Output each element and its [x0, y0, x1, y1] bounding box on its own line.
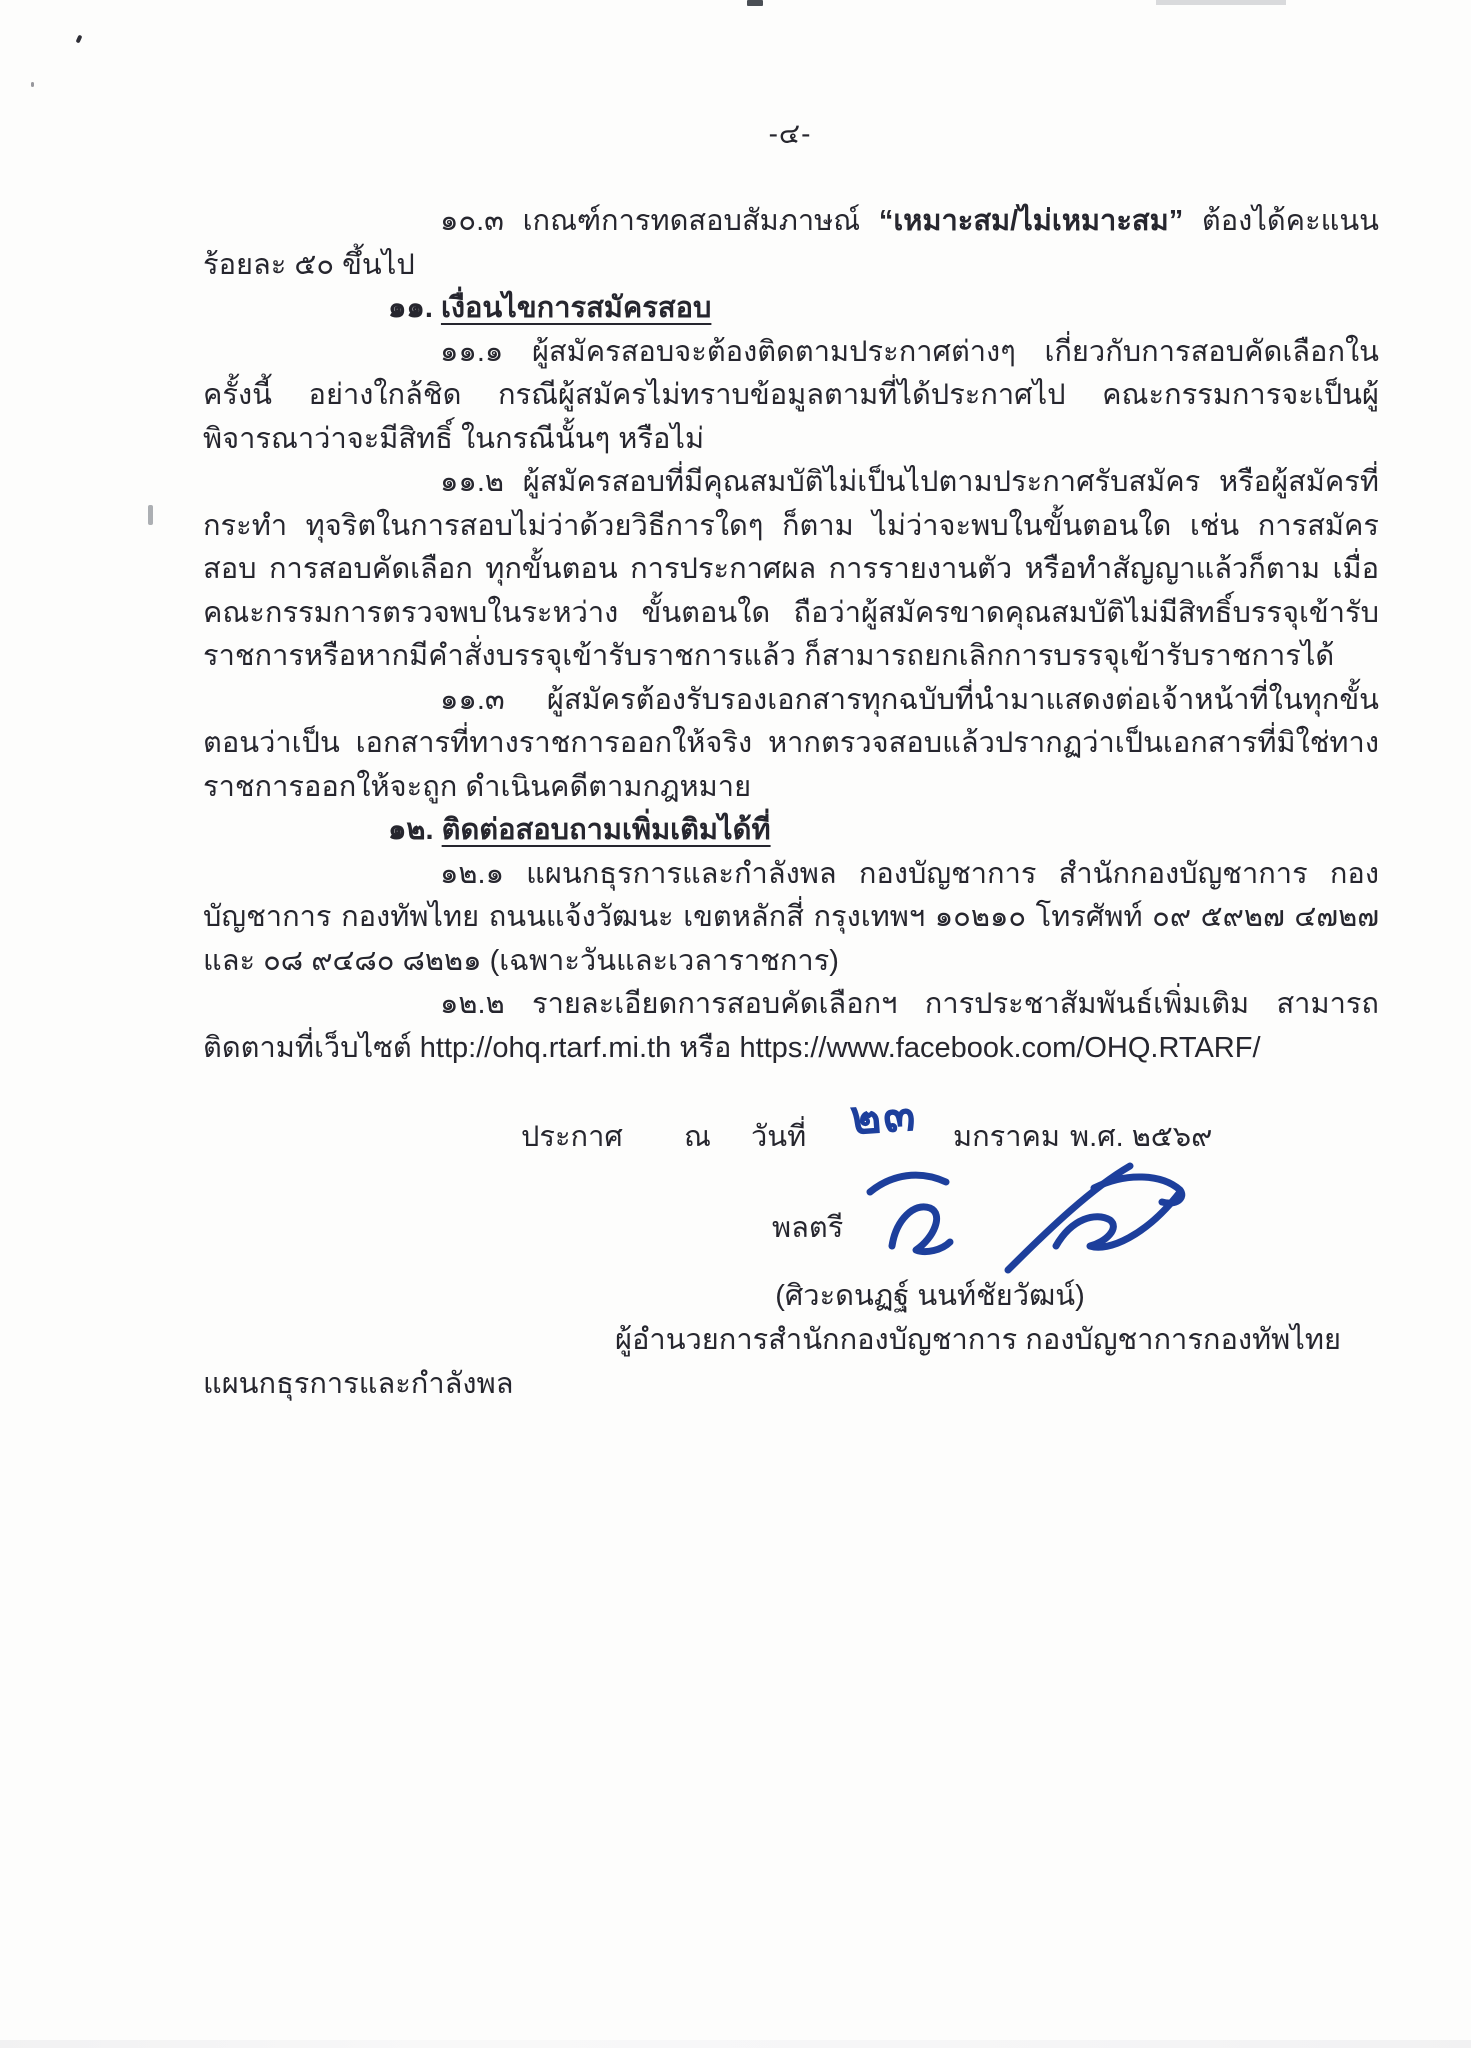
signature-handwriting	[858, 1158, 1188, 1278]
clause-11-3: ๑๑.๓ ผู้สมัครต้องรับรองเอกสารทุกฉบับที่นำมาแสดงต่อเจ้าหน้าที่ในทุกขั้นตอนว่าเป็น เอกสารที่ทางราชการออกให้จริง หากตรวจสอบแล้วปรากฏว่าเป็นเอกสารที่มิใช่ทางราชการออกให้จะถูก ดำเนินคดีตามกฎหมาย	[203, 683, 1379, 803]
clause-11-2: ๑๑.๒ ผู้สมัครสอบที่มีคุณสมบัติไม่เป็นไปตามประกาศรับสมัคร หรือผู้สมัครที่กระทำ ทุจริตในการสอบไม่ว่าด้วยวิธีการใดๆ ก็ตาม ไม่ว่าจะพบในขั้นตอนใด เช่น การสมัครสอบ การสอบคัดเลือก ทุกขั้นตอน การประกาศผล การรายงานตัว หรือทำสัญญาแล้วก็ตาม เมื่อคณะกรรมการตรวจพบในระหว่าง ขั้นตอนใด ถือว่าผู้สมัครขาดคุณสมบัติไม่มีสิทธิ์บรรจุเข้ารับราชการหรือหากมีคำสั่งบรรจุเข้ารับราชการแล้ว ก็สามารถยกเลิกการบรรจุเข้ารับราชการได้	[203, 466, 1379, 672]
signer-title: ผู้อำนวยการสำนักกองบัญชาการ กองบัญชาการกองทัพไทย	[615, 1324, 1341, 1356]
handwritten-day: ๒๓	[848, 1086, 919, 1145]
clause-12-2: ๑๒.๒ รายละเอียดการสอบคัดเลือกฯ การประชาสัมพันธ์เพิ่มเติม สามารถติดตามที่เว็บไซต์ http://ohq.rtarf.mi.th หรือ https://www.facebook.com/OHQ.RTARF/	[203, 988, 1379, 1064]
section-11-title: เงื่อนไขการสมัครสอบ	[440, 292, 712, 324]
scan-artifact-speck	[76, 35, 83, 44]
department-label: แผนกธุรการและกำลังพล	[203, 1368, 514, 1400]
clause-10-3-text: ๑๐.๓ เกณฑ์การทดสอบสัมภาษณ์	[440, 205, 879, 237]
clause-12-1: ๑๒.๑ แผนกธุรการและกำลังพล กองบัญชาการ สำนักกองบัญชาการ กองบัญชาการ กองทัพไทย ถนนแจ้งวัฒนะ เขตหลักสี่ กรุงเทพฯ ๑๐๒๑๐ โทรศัพท์ ๐๙ ๕๙๒๗ ๔๗๒๗ และ ๐๘ ๙๔๘๐ ๘๒๒๑ (เฉพาะวันและเวลาราชการ)	[203, 857, 1379, 977]
page-number: -๔-	[768, 118, 812, 149]
scan-artifact-top-dash	[747, 0, 763, 6]
section-12-heading	[388, 809, 1379, 853]
section-12-title: ติดต่อสอบถามเพิ่มเติมได้ที่	[441, 814, 771, 846]
clause-10-3-tail: ต้องได้คะแนน ร้อยละ ๕๐ ขึ้นไป	[203, 205, 1380, 281]
month-word: มกราคม	[953, 1121, 1061, 1153]
clause-10-3-quote: “เหมาะสม/ไม่เหมาะสม”	[878, 205, 1184, 237]
date-word: วันที่	[751, 1121, 807, 1153]
clause-10-3	[203, 200, 1379, 287]
at-word: ณ	[684, 1121, 711, 1153]
scan-artifact-edge-mark	[148, 505, 153, 525]
rank-label: พลตรี	[772, 1212, 844, 1244]
announce-word: ประกาศ	[521, 1121, 623, 1153]
signer-name: (ศิวะดนฏฐ์ นนท์ชัยวัฒน์)	[775, 1280, 1085, 1312]
scan-artifact-bottom-strip	[0, 2040, 1471, 2048]
section-12-number: ๑๒.	[388, 814, 442, 846]
scan-artifact-top-streak	[1156, 0, 1286, 5]
clause-11-1: ๑๑.๑ ผู้สมัครสอบจะต้องติดตามประกาศต่างๆ เกี่ยวกับการสอบคัดเลือกในครั้งนี้ อย่างใกล้ชิด กรณีผู้สมัครไม่ทราบข้อมูลตามที่ได้ประกาศไป คณะกรรมการจะเป็นผู้พิจารณาว่าจะมีสิทธิ์ ในกรณีนั้นๆ หรือไม่	[203, 335, 1379, 455]
year-word: พ.ศ. ๒๕๖๙	[1070, 1121, 1213, 1153]
section-11-heading	[388, 287, 1379, 331]
section-11-number: ๑๑.	[388, 292, 441, 324]
scan-artifact-speck	[31, 82, 34, 87]
document-body	[203, 200, 1379, 1070]
